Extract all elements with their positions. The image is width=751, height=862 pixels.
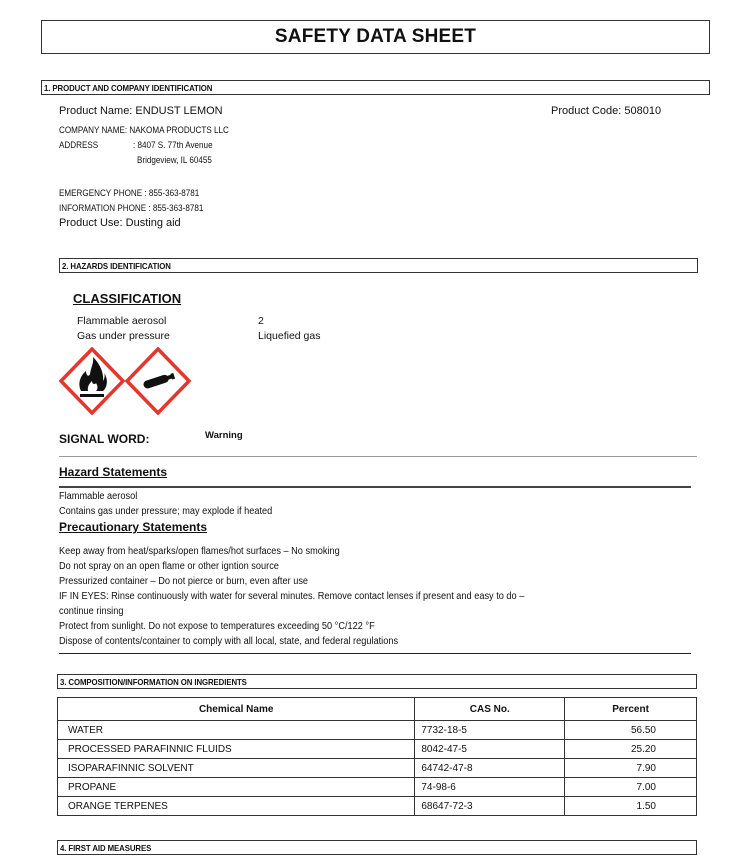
cas-cell: 74-98-6 [415, 778, 565, 797]
table-row [58, 797, 697, 816]
precautionary-statement: Do not spray on an open flame or other igntion source [59, 561, 279, 572]
percent-cell: 7.00 [565, 778, 697, 797]
percent-cell: 56.50 [565, 721, 697, 740]
column-header-chemical-name: Chemical Name [58, 698, 415, 721]
section-1-header [41, 80, 710, 95]
column-header-percent: Percent [565, 698, 697, 721]
cas-cell: 8042-47-5 [415, 740, 565, 759]
product-code: Product Code: 508010 [551, 105, 662, 117]
flame-pictogram-icon [61, 349, 123, 413]
table-row [58, 778, 697, 797]
precautionary-statement: Dispose of contents/container to comply with all local, state, and federal regulations [59, 636, 399, 647]
emergency-phone: EMERGENCY PHONE : 855-363-8781 [59, 188, 200, 198]
ghs-pictograms [59, 347, 195, 415]
address-line-1: : 8407 S. 77th Avenue [133, 140, 213, 150]
percent-cell: 7.90 [565, 759, 697, 778]
precautionary-statements-heading: Precautionary Statements [59, 520, 208, 534]
divider [59, 456, 697, 457]
divider [59, 653, 691, 654]
address-line-2: Bridgeview, IL 60455 [137, 155, 212, 165]
chemical-name-cell: ORANGE TERPENES [58, 797, 415, 816]
precautionary-statement: IF IN EYES: Rinse continuously with water for several minutes. Remove contact lenses if present and easy to do – [59, 591, 525, 602]
precautionary-statement: Keep away from heat/sparks/open flames/hot surfaces – No smoking [59, 546, 340, 557]
section-1-header-text: 1. PRODUCT AND COMPANY IDENTIFICATION [44, 82, 213, 93]
classification-value: Liquefied gas [258, 330, 321, 342]
hazard-statements-heading: Hazard Statements [59, 465, 168, 479]
column-header-cas-no: CAS No. [415, 698, 565, 721]
classification-value: 2 [258, 315, 264, 327]
information-phone: INFORMATION PHONE : 855-363-8781 [59, 203, 204, 213]
section-2-header-text: 2. HAZARDS IDENTIFICATION [62, 260, 171, 271]
table-row [58, 740, 697, 759]
gas-cylinder-pictogram-icon [127, 349, 189, 413]
classification-heading: CLASSIFICATION [73, 291, 182, 306]
chemical-name-cell: ISOPARAFINNIC SOLVENT [58, 759, 415, 778]
signal-word-label: SIGNAL WORD: [59, 432, 150, 446]
document-title-box [41, 20, 710, 54]
classification-name: Flammable aerosol [77, 315, 167, 327]
product-name: Product Name: ENDUST LEMON [59, 105, 223, 117]
ingredients-table [57, 697, 697, 816]
table-row [58, 759, 697, 778]
section-4-header-text: 4. FIRST AID MEASURES [60, 842, 152, 853]
section-4-header [57, 840, 697, 855]
company-name: COMPANY NAME: NAKOMA PRODUCTS LLC [59, 125, 229, 135]
cas-cell: 68647-72-3 [415, 797, 565, 816]
section-2-header [59, 258, 698, 273]
table-row [58, 721, 697, 740]
precautionary-statement: Pressurized container – Do not pierce or burn, even after use [59, 576, 309, 587]
hazard-statement: Flammable aerosol [59, 491, 138, 502]
signal-word-value: Warning [205, 430, 243, 441]
section-3-header [57, 674, 697, 689]
product-use: Product Use: Dusting aid [59, 217, 181, 229]
chemical-name-cell: PROPANE [58, 778, 415, 797]
chemical-name-cell: WATER [58, 721, 415, 740]
document-title: SAFETY DATA SHEET [274, 26, 477, 47]
section-3-header-text: 3. COMPOSITION/INFORMATION ON INGREDIENTS [60, 676, 247, 687]
classification-name: Gas under pressure [77, 330, 170, 342]
divider [59, 486, 691, 488]
hazard-statement: Contains gas under pressure; may explode if heated [59, 506, 273, 517]
chemical-name-cell: PROCESSED PARAFINNIC FLUIDS [58, 740, 415, 759]
address-label: ADDRESS [59, 140, 99, 150]
cas-cell: 7732-18-5 [415, 721, 565, 740]
precautionary-statement: continue rinsing [59, 606, 124, 617]
table-header-row [58, 698, 697, 721]
precautionary-statement: Protect from sunlight. Do not expose to temperatures exceeding 50 °C/122 °F [59, 621, 375, 632]
percent-cell: 1.50 [565, 797, 697, 816]
cas-cell: 64742-47-8 [415, 759, 565, 778]
percent-cell: 25.20 [565, 740, 697, 759]
